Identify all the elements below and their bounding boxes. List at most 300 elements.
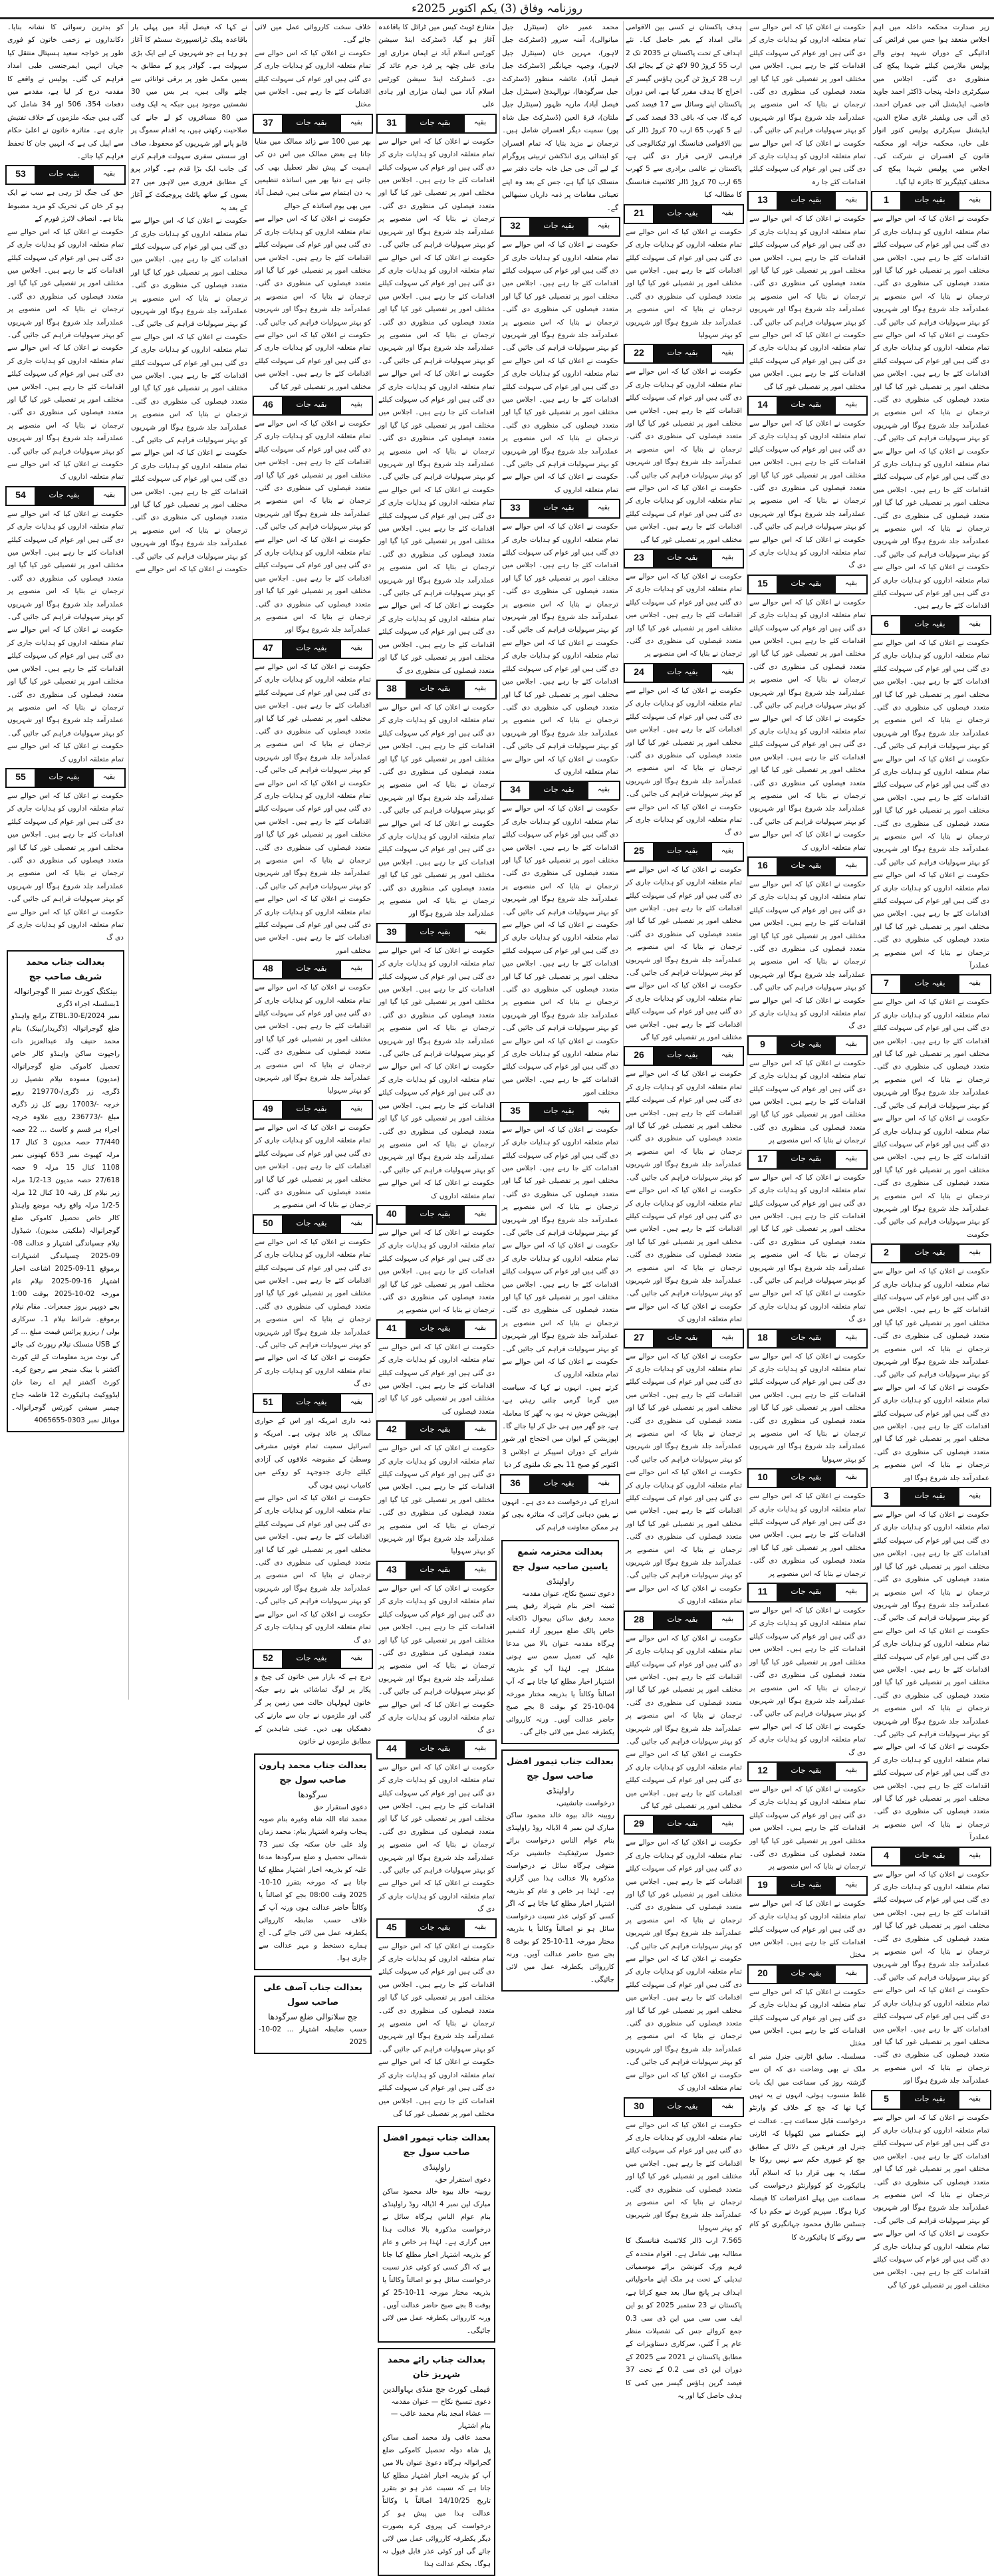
continuation-title: بقیہ جات [791,860,822,870]
continuation-header [5,768,126,788]
continuation-title: بقیہ جات [543,785,574,795]
article-text: محمد عمیر خان (سینٹرل جیل میانوالی)، آمنہ سرور (ڈسٹرکٹ جیل لاہور)، مہرین خان (سینٹرل جیل لاہور)، وجیہہ جہانگیر (ڈسٹرکٹ جیل فیصل آباد)، عائشہ منظور (ڈسٹرکٹ جیل سرگودھا)، نورالہدیٰ (سینٹرل جیل فیصل آباد)، ماریہ ظہور (سینٹرل جیل ملتان)، قرۃ العین (ڈسٹرکٹ جیل شاہ پور) سمیت دیگر افسران شامل ہیں۔ ترجمان نے مزید بتایا کہ تمام افسران کو ابتدائی پری انڈکشن تربیتی پروگرام کے لیے آئی جی جیل خانہ جات دفتر سے منسلک کیا گیا ہے، جس کے بعد وہ اپنے تعیناتی مقامات پر ذمہ داریاں سنبھالیں گے۔ [502,23,618,212]
notice-body: نمبر ZTBL،30-E/2024 برانچ واہنڈو ضلع گوجرانوالہ (ڈگریدار/بینک) بنام محمد حنیف ولد عبدالعزیز ذات راجپوت ساکن واہنڈو کالر خاص تحصیل کاموکی ضلع گوجرانوالہ (مدیون) مسودہ نیلام تفصیل زر ڈگری، زر ڈگری/-219770 روپے خرچہ -/17003 روپے کل زر ڈگری مبلغ -/236773 روپے علاوہ خرچہ اجراء ہر قسم و کاسٹ ... 22 حصہ 77/440 حصہ مدیون 3 کنال 17 مرلہ کھیوٹ نمبر 653 کھتونی نمبر 1108 کنال 15 مرلہ 9 حصہ 27/618 حصہ مدیون 13-1/2 مرلہ زیر نیلام کل رقبہ 10 کنال 12 مرلہ 5-1/2 مرلہ واقع رقبہ موضع واہنڈو کالر خاص تحصیل کاموکی ضلع گوجرانوالہ (ملکیتی مدیون)، شیڈول نیلام چسپاندگی اشتہار و عدالت 08-09-2025 چسپاندگی اشتہارات برموقع 11-09-2025 اشاعت اخبار اشتہار 16-09-2025 نیلام عام مورخہ 02-10-2025 بوقت 1:00 بجے دوپہر بروز جمعرات۔ مقام نیلام برموقع۔ شرائط نیلام 1۔ سرکاری بولی / ریزرو پرائس قیمت مبلغ ... کر کے USB منسلک نیلام رپورٹ کی جائے گی نوٹ مزید معلومات کے لئے کورٹ آکشنر یا بینک منیجر سے رجوع کرے۔ کورٹ آکشنر ایم اے رضا خان ایڈووکیٹ ہائیکورٹ 12 فاطمہ جناح چیمبر سیشن کورٹس گوجرانوالہ۔ موبائل نمبر 0303-4065655 [11,1011,120,1424]
continuation-number: 49 [254,1101,282,1118]
continuation-number: 38 [378,681,406,698]
continuation-header [747,1035,868,1055]
continuation-title: بقیہ جات [49,169,80,179]
continuation-tag: بقیہ [465,1562,495,1579]
continuation-header [871,191,991,211]
article-text: حکومت نے اعلان کیا کہ اس حوالے سے تمام متعلقہ اداروں کو ہدایات جاری کر دی گئی ہیں اور عوام کی سہولت کیلئے اقدامات کئے جا رہے ہیں۔ اجلاس میں مختلف امور پر تفصیلی غور کیا گیا اور متعدد فیصلوں کی منظوری دی گئی۔ ترجمان نے بتایا کہ اس منصوبے پر عملدرآمد جلد شروع ہوگا اور شہریوں کو بہتر سہولیات فراہم کی جائیں گی۔ حکومت نے اعلان کیا کہ اس حوالے سے تمام متعلقہ اداروں کو ہدایات جاری کر دی گ [378,1763,495,1914]
continuation-header [624,663,744,683]
article-text: ہدف پاکستان نے کسی بین الاقوامی مالی امداد کے بغیر حاصل کیا۔ نئے اہداف کے تحت پاکستان نے 2035 تک 2 ارب 55 کروڑ 90 لاکھ ٹن کے بجائے ایک ارب 28 کروڑ ٹن گرین ہاؤس گیسز کے اخراج کا ہدف مقرر کیا ہے، اس دوران پاکستان اپنے وسائل سے 17 فیصد کمی کرے گا، جب کہ باقی 33 فیصد کمی کے لیے 5 کھرب 65 ارب 70 کروڑ ڈالر کی بین الاقوامی فنانسنگ اور ٹیکنالوجی کی فراہمی لازمی قرار دی گئی ہے، پاکستان نے عالمی برادری سے 5 کھرب 65 ارب 70 کروڑ ڈالر کلائمیٹ فنانسنگ کا مطالبہ کیا [626,23,742,199]
continuation-title: بقیہ جات [667,1050,698,1060]
continuation-header [624,842,744,862]
continuation-tag: بقیہ [712,550,743,567]
continuation-tag: بقیہ [712,1816,743,1833]
continuation-tag: بقیہ [94,769,124,787]
continuation-tag: بقیہ [959,616,990,634]
article-text: حکومت نے اعلان کیا کہ اس حوالے سے تمام متعلقہ اداروں کو ہدایات جاری کر دی گئی ہیں اور عوام کی سہولت کیلئے اقدامات کئے جا رہے ہیں۔ اجلاس میں مختل [255,49,371,109]
article-text: حکومت نے اعلان کیا کہ اس حوالے سے تمام متعلقہ اداروں کو ہدایات جاری کر دی گئی ہیں اور عوام کی سہولت کیلئے اقدامات کئے جا رہے ہیں۔ اجلاس میں مختلف امور پر تفصیلی غور کیا گیا اور متعدد فیصلوں کی منظوری دی گئی۔ ترجمان نے بتایا کہ اس منصوبے پر عملدرآمد جلد شروع ہوگا اور شہریوں کو بہتر سہولیات فراہم کی جائیں گی۔ حکومت نے اعلان کیا کہ اس حوالے سے تمام متعلقہ اداروں کو ہدایات جاری کر دی گئی ہیں اور عوام کی سہولت کیلئے اقدامات کئے جا رہے ہیں۔ اجلاس میں مختلف امور پر تفصیلی غور کیا گیا اور متعدد فیصلوں کی منظوری دی گئی۔ ترجمان نے بتایا کہ اس منصوبے پر عملدرآمد جلد شروع ہوگا اور شہریوں کو بہتر سہولیات فراہم کی جائیں گی۔ حکومت نے اعلان کیا کہ اس حوالے سے تمام متعلقہ اداروں کو ہدایات جاری کر دی گئی ہیں اور عوام کی سہولت کیلئے اقدامات کئے جا رہے ہیں۔ اجلاس میں مختلف امور [502,805,618,1097]
notice-sub: دعوی تنسیخ نکاح، عنوان مقدمہ [521,1589,614,1598]
continuation-tag: بقیہ [588,500,619,517]
continuation-header [747,1583,868,1603]
continuation-title: بقیہ جات [420,1922,451,1932]
continuation-tag: بقیہ [836,1151,866,1168]
continuation-tag: بقیہ [836,1037,866,1054]
article-text: حکومت نے اعلان کیا کہ اس حوالے سے تمام متعلقہ اداروں کو ہدایات جاری کر دی گئی ہیں اور عوام کی سہولت کیلئے اقدامات کئے جا رہے ہیں۔ اجلاس میں مختلف امور پر تفصیلی غور کیا گیا اور متعدد فیصلوں کی منظوری دی گئی۔ ترجمان نے بتایا کہ اس منصوبے پر عملدرآمد جلد شروع ہوگا اور شہریوں کو بہتر سہولیات فراہم کی جائیں گی۔ حکومت نے اعلان کیا کہ اس حوالے سے تمام متعلقہ اداروں کو ہدایات جاری کر دی گئی ہیں اور عوام کی سہولت کیلئے اقدامات کئے جا رہے ہیں۔ اجلاس میں مختلف امور پر تفصیلی غور کیا گیا اور متعدد فیصلوں کی منظوری دی گئی۔ ترجمان نے بتایا کہ اس منصوبے پر عملدرآمد جلد شروع ہوگا اور [378,703,495,918]
article-text: حکومت نے اعلان کیا کہ اس حوالے سے تمام متعلقہ اداروں کو ہدایات جاری کر دی گئی ہیں اور عوام کی سہولت کیلئے اقدامات کئے جا رہے ہیں۔ اجلاس میں مختلف امور پر تفصیلی غور کیا گیا اور متعدد فیصلوں کی منظوری دی گئی۔ ترجمان نے بتایا کہ اس منصوبے پر عملدرآمد جلد شروع ہوگا اور شہریوں کو بہتر سہولیات فراہم کی جائیں گی۔ حکومت نے اعلان کیا کہ اس حوالے سے تمام متعلقہ اداروں کو ہدایات جاری کر دی گئی ہیں اور عوام کی سہولت کیلئے اقدامات کئے جا رہے ہیں۔ اجلاس میں مختلف امور پر تفصیلی غور کیا گیا اور متعدد فیصلوں کی منظوری دی گئی۔ ترجمان نے بتایا کہ اس منصوبے پر عملدرآمد جلد شروع ہوگا اور [255,419,371,634]
continuation-tag: بقیہ [836,1584,866,1601]
continuation-tag: بقیہ [959,1245,990,1262]
continuation-title: بقیہ جات [791,1472,822,1482]
notice-body: ثمینہ اختر بنام شہزاد رفیق پسر محمد رفیق ساکن بیجوال ڈاکخانہ خاص پالک ضلع میرپور آزاد کشمیر ہرگاہ مقدمہ عنوان بالا میں مدعا علیہ کی تعمیل سمن سے ہونی مشکل ہے۔ لہٰذا آپ کو بذریعہ اشتہار اخبار مطلع کیا جاتا ہے کہ آپ اصالتاً وکالتاً یا بذریعہ مختار مورخہ 04-10-25 کو بوقت 8 بجے صبح حاضر عدالت آویں۔ ورنہ کارروائی یکطرفہ عمل میں لائی جائے گی۔ [506,1601,614,1736]
continuation-number: 44 [378,1741,406,1758]
continuation-header [500,781,620,801]
continuation-tag: بقیہ [712,843,743,860]
continuation-tag: بقیہ [588,218,619,235]
continuation-number: 37 [254,115,282,132]
column-4 [499,21,620,1984]
continuation-number: 17 [749,1151,777,1168]
continuation-tag: بقیہ [836,1966,866,1983]
continuation-header [5,486,126,506]
continuation-tag: بقیہ [959,2091,990,2109]
continuation-title: بقیہ جات [791,195,822,205]
article-text: متنازع ٹویٹ کیس میں ٹرائل کا باقاعدہ آغاز ہو گیا، ڈسٹرکٹ اینڈ سیشن کورٹس اسلام آباد نے ایمان مزاری اور ہادی علی چٹھہ پر فرد جرم عائد کر دی۔ ڈسٹرکٹ اینڈ سیشن کورٹس اسلام آباد میں ایمان مزاری اور ہادی علی [378,23,495,109]
continuation-header [500,217,620,237]
continuation-title: بقیہ جات [296,1218,327,1227]
continuation-number: 48 [254,961,282,978]
notice-body: روبینہ خالد بیوہ خالد محمود ساکن مبارک لین نمبر 4 اڈیالہ روڈ راولپنڈی بنام عوام الناس ہرگاہ سائل نے درخواست مذکورہ بالا عدالت ہذا میں گزاری ہے۔ لہٰذا ہر خاص و عام کو بذریعہ اشتہار اخبار مطلع کیا جاتا ہے کہ اگر کسی کو کوئی عذر نسبت درخواست سائل ہو تو اصالتاً وکالتاً یا بذریعہ مختار مورخہ 11-10-25 کو بوقت 8 بجے صبح حاضر عدالت آویں۔ ورنہ کارروائی یکطرفہ عمل میں لائی جائیگی۔ [382,2188,491,2335]
continuation-number: 6 [872,616,900,634]
notice-court: بعدالت جناب محمد شریف صاحب جج [26,957,105,982]
continuation-tag: بقیہ [465,1321,495,1338]
article-text: حکومت نے اعلان کیا کہ اس حوالے سے تمام متعلقہ اداروں کو ہدایات جاری کر دی گئی ہیں اور عوام کی سہولت کیلئے اقدامات کئے جا رہے ہیں۔ اجلاس میں مختلف امور پر تفصیلی غور کیا گیا اور متعدد فیصلوں کی منظوری دی گئی۔ ترجمان نے بتایا کہ اس منصوبے پر عملدرآمد جلد شروع ہوگا اور شہریوں کو بہتر سہولیات فراہم کی جائیں گی۔ حکومت نے اعلان کیا کہ اس حوالے سے تمام متعلقہ اداروں کو ہدایات جاری کر دی گئی ہیں اور عوام کی سہولت کیلئے اقدامات کئے جا رہے ہیں۔ اجلاس میں مختلف امور پر تفصیلی غور کیا گیا اور متعدد فیصلوں کی منظوری دی گئی۔ ترجمان نے بتایا کہ اس منصوبے پر عملدرآمد جلد شروع ہوگا اور شہریوں کو بہتر سہولیات فراہم کی جائیں گی۔ حکومت نے اعلان کیا کہ اس حوالے سے تمام متعلقہ اداروں ک [626,1839,742,2093]
continuation-number: 22 [625,345,653,362]
continuation-number: 2 [872,1245,900,1262]
continuation-title: بقیہ جات [543,221,574,231]
continuation-tag: بقیہ [465,1422,495,1439]
continuation-title: بقیہ جات [914,1491,945,1501]
article-text: حکومت نے اعلان کیا کہ اس حوالے سے تمام متعلقہ اداروں کو ہدایات جاری کر دی گئی ہیں اور عوام کی سہولت کیلئے اقدامات کئے جا رہے ہیں۔ اجلاس میں مختلف امور پر تفصیلی غور کیا گیا اور متعدد فیصلوں کی منظوری دی گئی۔ ترجمان نے بتایا کہ اس منصوبے پر عملدرآمد جلد شروع ہوگا اور شہریوں کو بہتر سہولیات فراہم کی جائیں گی۔ حکومت نے اعلان کیا کہ اس حوالے سے تمام متعلقہ اداروں کو ہدایات جاری کر دی گ [255,1494,371,1644]
continuation-number: 47 [254,640,282,658]
notice-court: بعدالت جناب تیمور افضل صاحب سول جج [383,2133,490,2158]
article-text: حکومت نے اعلان کیا کہ اس حوالے سے تمام متعلقہ اداروں کو ہدایات جاری کر دی گئی ہیں اور عوام کی سہولت کیلئے اقدامات کئے جا رہے ہیں۔ اجلاس میں مختلف امور پر تفصیلی غور کیا گیا اور متعدد فیصلوں کی منظوری دی گئی۔ ترجمان نے بتایا کہ اس منصوبے پر عملدرآمد جلد شروع ہوگا اور شہریوں کو بہتر سہولیات فراہم کی جائیں گی۔ حکومت نے اعلان کیا کہ اس حوالے سے تمام متعلقہ اداروں کو ہدایات جاری کر دی گئی ہیں اور عوام کی سہولت کیلئے اقدامات کئے جا رہے ہیں۔ اجلاس میں مختلف امور پر تفصیلی غور کیا گیا اور متعدد فیصلوں کی منظوری دی گئی۔ ترجمان نے بتایا کہ اس منصوبے پر عملدرآمد جلد شروع ہوگا اور شہریوں کو بہتر سہولیات فراہم کی جائیں گی۔ حکومت نے اعلان کیا کہ اس حوالے سے تمام متعلقہ اداروں ک [7,509,124,763]
continuation-tag: بقیہ [712,664,743,682]
article-text: حکومت نے اعلان کیا کہ اس حوالے سے تمام متعلقہ اداروں کو ہدایات جاری کر دی گئی ہیں اور عوام کی سہولت کیلئے اقدامات کئے جا رہے ہیں۔ اجلاس میں مختلف امور پر تفصیلی غور کیا گیا اور متعدد فیصلوں کی منظوری دی گئی۔ ترجمان نے بتایا کہ اس منصوبے پر عملدرآمد جلد شروع ہوگا اور شہریوں کو بہتر سہولیات فراہم کی جائیں گی۔ حکومت نے اعلان کیا کہ اس حوالے سے تمام متعلقہ اداروں کو ہدایات جاری کر دی گ [255,1237,371,1388]
article-text: ذمہ داری امریکہ اور اس کے حواری ممالک پر عائد ہوتی ہے۔ امریکہ و اسرائیل سمیت تمام قوتیں مشرقی وسطیٰ کے مقبوضہ علاقوں کی آزادی کیلئے جاری جدوجہد کو روکنے میں کامیاب نہیں ہوں گی [255,1416,371,1489]
continuation-header [253,960,373,979]
article-text: حکومت نے اعلان کیا کہ اس حوالے سے تمام متعلقہ اداروں کو ہدایات جاری کر دی گئی ہیں اور عوام کی سہولت کیلئے اقدامات کئے جا رہے ہیں۔ اجلاس میں مختلف امور پر تفصیلی غور کیا گیا اور متعدد فیصلوں کی منظوری دی گئی۔ ترجمان نے بتایا کہ اس منصوبے پر عملدرآمد جلد شروع ہوگا اور شہریوں کو بہتر سہولیات فراہم کی جائیں گی۔ حکومت نے اعلان کیا کہ اس حوالے سے تمام متعلقہ اداروں کو ہدایات جاری کر دی گئی ہیں اور عوام کی سہولت کیلئے اقدامات کئے جا رہ [749,23,866,186]
continuation-header [376,1918,497,1938]
continuation-title: بقیہ جات [296,399,327,409]
continuation-title: بقیہ جات [667,553,698,563]
continuation-title: بقیہ جات [914,978,945,988]
continuation-tag: بقیہ [712,345,743,362]
continuation-header [624,1815,744,1835]
article-text: حکومت نے اعلان کیا کہ اس حوالے سے تمام متعلقہ اداروں کو ہدایات جاری کر دی گئی ہیں اور عوام کی سہولت کیلئے اقدامات کئے جا رہے ہیں۔ اجلاس میں مختلف امور پر تفصیلی غور کیا گیا اور متعدد فیصلوں کی منظوری دی گئی۔ ترجمان نے بتایا کہ اس منصوبے پر عملدرآمد جلد شروع ہوگا اور شہریوں کو بہتر سہولیات فراہم کی جائیں گی۔ حکومت نے اعلان کیا کہ اس حوالے سے تمام متعلقہ اداروں کو ہدایات جاری کر دی گ [749,1607,866,1757]
continuation-tag: بقیہ [836,192,866,209]
continuation-title: بقیہ جات [791,1153,822,1163]
continuation-tag: بقیہ [341,397,372,414]
continuation-number: 36 [501,1476,529,1493]
continuation-number: 33 [501,500,529,517]
article-text: نے کہا کہ فیصل آباد میں پہلی بار باقاعدہ پبلک ٹرانسپورٹ سسٹم کا آغاز ہو رہا ہے جو شہریوں کے لیے ایک بڑی سہولت ہے۔ گوادر پرو کے مطابق یہ بسیں مکمل طور پر برقی توانائی سے چلنے والی ہیں، ہر بس میں 30 نشستیں موجود ہیں جبکہ یہ ایک وقت میں 80 مسافروں کو لے جانے کی صلاحیت رکھتی ہیں، یہ اقدام سموگ پر قابو پانے اور شہریوں کو محفوظ، صاف اور سستی سفری سہولت فراہم کرنے کی جانب ایک بڑا قدم ہے۔ گوادر پرو کے مطابق فروری میں لاہور میں 27 بسوں کے ساتھ پائلٹ پروجیکٹ کے آغاز کے بعد یہ [131,23,247,212]
continuation-title: بقیہ جات [667,1332,698,1342]
continuation-header [747,856,868,876]
continuation-title: بقیہ جات [296,1652,327,1662]
masthead [0,0,994,19]
article-text: حکومت نے اعلان کیا کہ اس حوالے سے تمام متعلقہ اداروں کو ہدایات جاری کر دی گئی ہیں اور عوام کی سہولت کیلئے اقدامات کئے جا رہے ہیں۔ اجلاس میں مختلف امور پر تفصیلی غور کیا گیا اور متعدد فیصلوں کی منظوری دی گئی۔ ترجمان نے بتایا کہ اس منصوبے پر عملدرآمد جلد شروع ہوگا اور شہریوں کو بہتر سہولیات فراہم کی جائیں گی۔ حکومت نے اعلان کیا کہ اس حوالے سے تمام متعلقہ اداروں کو ہدایات جاری کر دی گئی ہیں اور عوام کی سہولت کیلئے اقدامات کئے جا رہے ہیں۔ اجلاس میں مختلف امور پر تفصیلی غور کیا گیا اور متعدد فیصلوں کی منظوری دی گئی۔ ترجمان نے بتایا کہ اس منصوبے پر عملدرآمد جلد شروع ہوگا اور شہریوں کو بہتر سہولیات فراہم کی جائیں گی۔ حکومت نے اعلان کیا کہ اس حوالے سے تمام متعلقہ اداروں ک [7,227,124,481]
continuation-title: بقیہ جات [791,578,822,588]
continuation-tag: بقیہ [341,1216,372,1233]
continuation-title: بقیہ جات [667,666,698,676]
continuation-tag: بقیہ [836,576,866,593]
continuation-number: 16 [749,858,777,875]
continuation-title: بقیہ جات [420,1564,451,1574]
continuation-number: 23 [625,550,653,567]
notice-sub: درخواست جانشینی، [556,1799,614,1807]
continuation-tag: بقیہ [588,782,619,799]
continuation-title: بقیہ جات [791,399,822,409]
notice-place: راولپنڈی [422,2162,451,2172]
article-text: حکومت نے اعلان کیا کہ اس حوالے سے تمام متعلقہ اداروں کو ہدایات جاری کر دی گئی ہیں اور عوام کی سہولت کیلئے اقدامات کئے جا رہے ہیں۔ اجلاس میں مختلف امور پر تفصیلی غور کیا گیا اور متعدد فیصلوں کی منظوری دی گئی۔ ترجمان نے بتایا کہ اس منصوبے پر عملدرآمد جلد شروع ہوگا اور شہریوں کو بہتر سہولیات فراہم کی جائیں گی۔ حکومت نے اعلان کیا کہ اس حوالے سے تمام متعلقہ اداروں کو ہدایات جاری کر دی گئی ہیں اور عوام کی سہولت کیلئے اقدامات کئے جا رہے ہیں۔ اجلاس میں مختلف امور پر تفصیلی غور کیا گی [626,1634,742,1810]
continuation-header [624,1329,744,1349]
continuation-header [747,1150,868,1170]
continuation-number: 27 [625,1330,653,1347]
article-text: حکومت نے اعلان کیا کہ اس حوالے سے تمام متعلقہ اداروں کو ہدایات جاری کر دی گئی ہیں اور عوام کی سہولت کیلئے اقدامات کئے جا رہے ہیں۔ اجلاس میں مختلف امور پر تفصیلی غور کیا گیا اور متعدد فیصلوں کی منظوری دی گئی۔ ترجمان نے بتایا کہ اس منصوبے پر عملدرآمد جلد شروع ہوگا اور شہریوں کو بہتر سہولیات فراہم کی جائیں گی۔ حکومت نے اعلان کیا کہ اس حوالے سے تمام متعلقہ اداروں کو ہدایات جاری کر دی گئی ہیں اور عوام کی سہولت کیلئے اقدامات کئے جا رہے ہیں۔ اجلاس میں مختلف امور پر تفصیلی غور کیا گیا اور متعدد فیصلوں کی منظوری دی گئی۔ ترجمان نے بتایا کہ اس منصوبے پر عملدرآمد جلد شروع ہوگا اور شہریوں کو بہتر سہولیات فراہم کی جائیں گی۔ حکومت نے اعلان کیا کہ اس حوالے سے تمام متعلقہ اداروں ک [626,1352,742,1606]
continuation-header [253,1393,373,1413]
article-text: حکومت نے اعلان کیا کہ اس حوالے سے تمام متعلقہ اداروں کو ہدایات جاری کر دی گئی ہیں اور عوام کی سہولت کیلئے اقدامات کئے جا رہے ہیں۔ اجلاس میں مختلف امور پر تفصیلی غور کیا گیا اور متعدد فیصلوں کی منظوری دی گئی۔ ترجمان نے بتایا کہ اس منصوبے پر عملدرآمد جلد شروع ہوگا اور شہریوں کو بہتر سہولیات فراہم کی جائیں گی۔ حکومت نے اعلان کیا کہ اس حوالے سے تمام متعلقہ اداروں کو ہدایات جاری کر دی گئی ہیں اور عوام کی سہولت کیلئے اقدامات کئے جا رہے ہیں۔ اجلاس میں مختلف امور پر تفصیلی غور کیا گی [378,1942,495,2118]
continuation-header [871,2090,991,2110]
continuation-tag: بقیہ [836,397,866,414]
continuation-header [253,639,373,659]
continuation-number: 24 [625,664,653,682]
column-7 [128,21,249,1700]
court-notice [254,1753,372,1970]
article-text: اندراج کی درخواست دے دی ہے۔ انہوں نے یقین دہانی کرائی کہ متاثرہ بچی کو ہر ممکن معاونت فراہم کی [502,1497,618,1532]
continuation-header [747,1468,868,1488]
continuation-title: بقیہ جات [420,1743,451,1753]
continuation-title: بقیہ جات [543,503,574,513]
article-text: حکومت نے اعلان کیا کہ اس حوالے سے تمام متعلقہ اداروں کو ہدایات جاری کر دی گئی ہیں اور عوام کی سہولت کیلئے اقدامات کئے جا رہے ہیں۔ اجلاس میں مختلف امور پر تفصیلی غور کیا گیا اور متعدد فیصلوں کی منظوری دی گئی۔ ترجمان نے بتایا کہ اس منصوبے پر عملدرآمد جلد شروع ہوگا اور شہریوں کو بہتر سہولیات فراہم کی جائیں گی۔ حکومت نے اعلان کیا کہ اس حوالے سے تمام متعلقہ اداروں کو ہدایات جاری کر دی گئی ہیں اور عوام کی سہولت کیلئے اقدامات کئے جا رہے ہیں۔ اجلاس میں مختلف امور پر تفصیلی غور کیا گیا اور متعدد فیصلوں کی منظوری دی گئی۔ ترجمان نے بتایا کہ اس منصوبے پر عملدرآمد جلد شروع ہوگا اور شہریوں کو بہتر سہولیات فراہم کی جائیں گی۔ حکومت نے اعلان کیا کہ اس حوالے سے تمام متعلقہ اداروں کو ہدایات جاری کر دی گئی ہیں اور عوام کی سہولت کیلئے اقدامات کئے جا رہے ہیں۔ اجلاس میں مختلف امور پر تفصیلی غور کیا گیا اور متعدد فیصلوں کی منظوری دی گئی۔ ترجمان نے بتایا کہ اس منصوبے پر عملدرآمد جلد شروع ہوگا اور شہریوں کو بہتر سہولیات فراہم کی جائیں گی۔ حکومت نے اعلان کیا کہ اس حوالے سے تمام متعلقہ اداروں کو ہدایات جاری کر دی گئی ہیں اور عوام کی سہولت کیلئے اقدامات کئے جا رہے ہیں۔ [873,215,989,610]
continuation-number: 18 [749,1330,777,1347]
continuation-header [624,344,744,364]
continuation-number: 45 [378,1920,406,1937]
continuation-tag: بقیہ [712,205,743,223]
continuation-header [871,974,991,994]
article-text: حکومت نے اعلان کیا کہ اس حوالے سے تمام متعلقہ اداروں کو ہدایات جاری کر دی گئی ہیں اور عوام کی سہولت کیلئے اقدامات کئے جا رہے ہیں۔ اجلاس میں مختلف امور پر تفصیلی غور کیا گیا اور متعدد فیصلوں کی منظوری دی گئی۔ ترجمان نے بتایا کہ اس منصوبے پر عملدرآمد جلد شروع ہوگا اور شہریوں کو بہتر سہولیات فراہم کی جائیں گی۔ حکومت نے اعلان کیا کہ اس حوالے سے تمام متعلقہ اداروں کو ہدایات جاری کر دی گئی ہیں اور عوام کی سہولت کیلئے اقدامات کئے جا رہے ہیں۔ اجلاس میں مختلف امور پر تفصیلی غور کیا گی [255,215,371,391]
continuation-title: بقیہ جات [296,117,327,127]
continuation-title: بقیہ جات [667,2101,698,2111]
continuation-tag: بقیہ [341,1650,372,1668]
newspaper-page [3,21,991,2569]
notice-place: فیملی کورٹ جج منڈی بہاوالدین [382,2384,491,2394]
article-text: حکومت نے اعلان کیا کہ اس حوالے سے تمام متعلقہ اداروں کو ہدایات جاری کر دی گئی ہیں اور عوام کی سہولت کیلئے اقدامات کئے جا رہے ہیں۔ اجلاس میں مختلف امور پر تفصیلی غور کیا گیا اور متعدد فیصلوں کی منظوری دی گئی۔ ترجمان نے بتایا کہ اس منصوبے پر عملدرآمد جلد شروع ہوگا اور شہریوں کو بہتر سہولیات فراہم کی جائیں گی۔ حکومت نے اعلان کیا کہ اس حوالے سے تمام متعلقہ اداروں کو ہدایات جاری کر دی گئی ہیں اور عوام کی سہولت کیلئے اقدامات کئے جا رہے ہیں۔ اجلاس میں مختلف امور پر تفصیلی غور کیا گیا اور متعدد فیصلوں کی منظوری دی گئی۔ ترجمان نے بتایا کہ اس منصوبے پر عملدرآمد جلد شروع ہوگا اور شہریوں کو بہتر سہولیات فراہم کی جائیں گی۔ حکومت [873,998,989,1239]
continuation-tag: بقیہ [465,924,495,942]
article-text: حکومت نے اعلان کیا کہ اس حوالے سے تمام متعلقہ اداروں کو ہدایات جاری کر دی گئی ہیں اور عوام کی سہولت کیلئے اقدامات کئے جا رہے ہیں۔ اجلاس میں مختلف امور پر تفصیلی غور کیا گیا اور متعدد فیصلوں کی منظوری دی گئی۔ ترجمان نے بتایا کہ اس منصوبے پر [749,1059,866,1145]
continuation-title: بقیہ جات [296,1396,327,1406]
continuation-number: 7 [872,975,900,993]
column-2 [747,21,868,2242]
continuation-tag: بقیہ [341,1394,372,1412]
continuation-title: بقیہ جات [791,1968,822,1978]
article-text: خلاف سخت کارروائی عمل میں لائی جائے گی۔ [255,23,371,45]
continuation-number: 21 [625,205,653,223]
masthead-title: روزنامہ وفاق (3) یکم اکتوبر 2025ء [412,2,582,15]
continuation-header [376,1319,497,1339]
notice-body: روبینہ خالد بیوہ خالد محمود ساکن مبارک لین نمبر 4 اڈیالہ روڈ راولپنڈی بنام عوام الناس درخواست برائے حصول سرٹیفکیٹ جانشینی ترکہ متوفی ہرگاہ سائل نے درخواست مذکورہ بالا عدالت ہذا میں گزاری ہے۔ لہٰذا ہر خاص و عام کو بذریعہ اشتہار اخبار مطلع کیا جاتا ہے کہ اگر کسی کو کوئی عذر نسبت درخواست سائل ہو تو اصالتاً وکالتاً یا بذریعہ مختار مورخہ 11-10-25 کو بوقت 8 بجے صبح حاضر عدالت آویں۔ ورنہ کارروائی یکطرفہ عمل میں لائی جائیگی۔ [506,1811,615,1984]
notice-place: بینکنگ کورٹ نمبر II گوجرانوالہ [13,986,118,996]
continuation-header [376,680,497,700]
article-text: حکومت نے اعلان کیا کہ اس حوالے سے تمام متعلقہ اداروں کو ہدایات جاری کر دی گئی ہیں اور عوام کی سہولت کیلئے اقدامات کئے جا رہے ہیں۔ اجلاس میں مختلف امور پر تفصیلی غور کیا گیا اور متعدد فیصلوں کی منظوری دی گئی۔ ترجمان نے بتایا کہ اس منصوبے پر عملدرآمد جلد شروع ہوگا اور شہریوں کو بہتر سہولیا [255,983,371,1095]
continuation-title: بقیہ جات [914,195,945,205]
continuation-header [624,2097,744,2117]
continuation-number: 19 [749,1877,777,1894]
continuation-number: 30 [625,2099,653,2116]
notice-sub: 1بسلسلہ اجراء ڈگری [57,999,120,1008]
notice-body: محمد ثناء اللہ شاہ وغیرہ بنام صوبہ پنجاب وغیرہ اشتہار بنام: محمد زمان ولد علی خان سکنہ چک نمبر 73 شمالی تحصیل و ضلع سرگودھا مدعا علیہ کو بذریعہ اخبار اشتہار مطلع کیا جاتا ہے کہ مورخہ بتقرر 10-10-2025 وقت 08:00 بجے کو اصالتاً یا وکالتاً حاضر عدالت ہوں ورنہ آپ کے خلاف حسب ضابطہ کارروائی یکطرفہ عمل میں لائی جائے گی۔ آج ہمارے دستخط و مہر عدالت سے جاری ہوا۔ [259,1815,367,1963]
continuation-header [376,1739,497,1759]
notice-sub: دعوی استقرار حق [313,1803,367,1812]
continuation-header [624,549,744,569]
article-text: حکومت نے اعلان کیا کہ اس حوالے سے تمام متعلقہ اداروں کو ہدایات جاری کر دی گئی ہیں اور عوام کی سہولت کیلئے اقدامات کئے جا رہے ہیں۔ اجلاس میں مختلف امور پر تفصیلی غور کیا گیا اور متعدد فیصلوں کی منظوری دی گئی۔ ترجمان نے بتایا کہ اس منصوبے پر عملدرآمد جلد شروع ہوگا اور شہریوں کو بہتر سہولیا [626,227,742,339]
continuation-tag: بقیہ [712,1330,743,1347]
court-notice [501,1749,619,1992]
continuation-number: 14 [749,397,777,414]
continuation-title: بقیہ جات [49,489,80,499]
article-text: حکومت نے اعلان کیا کہ اس حوالے سے تمام متعلقہ اداروں کو ہدایات جاری کر دی گئی ہیں اور عوام کی سہولت کیلئے اقدامات کئے جا رہے ہیں۔ اجلاس میں مختلف امور پر تفصیلی غور کیا گیا اور متعدد فیصلوں کی منظوری دی گئی۔ ترجمان نے بتایا کہ اس منصوبے پر عملدرآمد جلد شروع ہوگا اور شہریوں کو بہتر سہولیات فراہم کی جائیں گی۔ حکومت نے اعلان کیا کہ اس حوالے سے تمام متعلقہ اداروں کو ہدایات جاری کر دی گئی ہیں اور عوام کی سہولت کیلئے اقدامات کئے جا رہے ہیں۔ اجلاس میں مختلف امور پر تفصیلی غور کیا گیا اور متعدد فیصلوں کی منظوری دی گئی۔ ترجمان نے بتایا کہ اس منصوبے پر عملدرآمد جلد شروع ہوگا اور شہریوں کو بہتر سہولیات فراہم کی جائیں گی۔ حکومت نے اعلان کیا کہ اس حوالے سے تمام متعلقہ اداروں کو ہدایات جاری کر دی گئی ہیں اور عوام کی سہولت کیلئے اقدامات کئے جا رہے ہیں۔ اجلاس میں مختلف امور پر تفصیلی غور کیا گیا اور متعدد فیصلوں کی منظوری دی گئی۔ ترجمان نے بتایا کہ اس منصوبے پر عملدرآ [873,1511,989,1842]
continuation-number: 50 [254,1216,282,1233]
article-text: حکومت نے اعلان کیا کہ اس حوالے سے تمام متعلقہ اداروں کو ہدایات جاری کر دی گئی ہیں اور عوام کی سہولت کیلئے اقدامات کئے جا رہے ہیں۔ اجلاس میں مختلف امور پر تفصیلی غور کیا گیا اور متعدد فیصلوں کی منظوری دی گئی۔ ترجمان نے بتایا کہ اس منصوبے پر عملدرآمد جلد شروع ہوگا اور شہریوں کو بہتر سہولیات فراہم کی جائیں گی۔ حکومت نے اعلان کیا کہ اس حوالے سے تمام متعلقہ اداروں کو ہدایات جاری کر دی گئی ہیں اور عوام کی سہولت کیلئے اقدامات کئے جا رہے ہیں۔ اجلاس میں مختلف امور پر تفصیلی غور کیا گیا اور متعدد فیصلوں کی منظوری دی گئی۔ ترجمان نے بتایا کہ اس منصوبے پر عملدرآمد جلد شروع ہوگا اور شہریوں کو بہتر سہولیات فراہم کی جائیں گی۔ حکومت نے اعلان کیا کہ اس حوالے سے تمام متعلقہ اداروں کو ہدایات جاری کر دی گئی ہیں اور عوام کی سہولت کیلئے اقدامات کئے جا رہے ہیں۔ اجلاس میں مختلف امور پر تفصیلی غور کیا گیا اور متعدد فیصلوں کی منظوری دی گئی۔ ترجمان نے بتایا کہ اس منصوبے پر عملدرآ [873,638,989,970]
continuation-number: 46 [254,397,282,414]
continuation-header [624,1610,744,1630]
continuation-number: 25 [625,843,653,860]
continuation-title: بقیہ جات [420,117,451,127]
continuation-title: بقیہ جات [791,1879,822,1889]
continuation-header [747,575,868,594]
article-text: 7.565 ارب ڈالر کلائمیٹ فنانسنگ کا مطالبہ بھی شامل ہے۔ اقوام متحدہ کے فریم ورک کنونشن برائے موسمیاتی تبدیلی کے تحت ہر ملک اپنے ماحولیاتی اہداف ہر پانچ سال بعد جمع کراتا ہے، پاکستان نے 23 ستمبر 2025 کو یو این ایف سی سی میں این ڈی سی 0.3 جمع کروائے جس کی تفصیلات منظر عام پر آ گئیں، سرکاری دستاویزات کے مطابق پاکستان نے 2021 سے 2025 کے دوران این ڈی سی 0.2 کے تحت 37 فیصد گرین ہاؤس گیسز میں کمی کا ہدف حاصل کیا اور یہ [626,2237,743,2400]
continuation-title: بقیہ جات [296,642,327,652]
court-notice [378,2348,495,2576]
court-notice [254,1976,372,2054]
continuation-tag: بقیہ [959,1848,990,1865]
continuation-tag: بقیہ [341,115,372,132]
continuation-title: بقیہ جات [791,1587,822,1597]
article-text: حکومت نے اعلان کیا کہ اس حوالے سے تمام متعلقہ اداروں کو ہدایات جاری کر دی گئی ہیں اور عوام کی سہولت کیلئے اقدامات کئے جا رہے ہیں۔ اجلاس میں مختلف امور پر تفصیلی غور کیا گیا اور متعدد فیصلوں کی منظوری دی گئی۔ ترجمان نے بتایا کہ اس منصوبے پر عملدرآمد جلد شروع ہوگا اور شہریوں کو بہتر سہولیا [378,1444,495,1556]
continuation-header [500,1102,620,1122]
article-text: حکومت نے اعلان کیا کہ اس حوالے سے تمام متعلقہ اداروں کو ہدایات جاری کر دی گئی ہیں اور عوام کی سہولت کیلئے اقدامات کئے جا رہے ہیں۔ اجلاس میں مختلف امور پر تفصیلی غور کیا گیا اور متعدد فیصلوں کی منظوری دی گئی۔ ترجمان نے بتایا کہ اس منصوبے پر عملدرآمد جلد شروع ہوگا اور شہریوں کو بہتر سہولیات فراہم کی جائیں گی۔ حکومت نے اعلان کیا کہ اس حوالے سے تمام متعلقہ اداروں کو ہدایات جاری کر دی گ [626,686,742,837]
continuation-title: بقیہ جات [296,1103,327,1113]
article-text: حکومت نے اعلان کیا کہ اس حوالے سے تمام متعلقہ اداروں کو ہدایات جاری کر دی گئی ہیں اور عوام کی سہولت کیلئے اقدامات کئے جا رہے ہیں۔ اجلاس میں مختلف امور پر تفصیلی غور کیا گیا اور متعدد فیصلوں کی منظوری دی گئی۔ ترجمان نے بتایا کہ اس منصوبے پر عملدرآمد جلد شروع ہوگا اور شہریوں کو بہتر سہولیات فراہم کی جائیں گی۔ حکومت نے اعلان کیا کہ اس حوالے سے تمام متعلقہ اداروں کو ہدایات جاری کر دی گئی ہیں اور عوام کی سہولت کیلئے اقدامات کئے جا رہے ہیں۔ اجلاس میں مختلف امور پر تفصیلی غور کیا گی [626,368,742,544]
article-text: حکومت نے اعلان کیا کہ اس حوالے سے تمام متعلقہ اداروں کو ہدایات جاری کر دی گئی ہیں اور عوام کی سہولت کیلئے اقدامات کئے جا رہے ہیں۔ اجلاس میں مختلف امور پر تفصیلی غور کیا گیا اور متعدد فیصلوں کی منظوری دی گئی۔ ترجمان نے بتایا کہ اس منصوبے پر عملدرآمد جلد شروع ہوگا اور شہریوں کو بہتر سہولیات فراہم کی جائیں گی۔ حکومت نے اعلان کیا کہ اس حوالے سے تمام متعلقہ اداروں کو ہدایات جاری کر دی گئی ہیں اور عوام کی سہولت کیلئے اقدامات کئے جا رہے ہیں۔ اجلاس میں مختلف امور پر تفصیلی غور کیا گیا اور متعدد فیصلوں کی منظوری دی گئی۔ ترجمان نے بتایا کہ اس منصوبے پر عملدرآمد جلد شروع ہوگا اور شہریوں کو بہتر سہولیات فراہم کی جائیں گی۔ حکومت نے اعلان کیا کہ اس حوالے سے تمام متعلقہ اداروں ک [502,1125,618,1379]
continuation-title: بقیہ جات [914,618,945,628]
continuation-number: 11 [749,1584,777,1601]
article-text: حکومت نے اعلان کیا کہ اس حوالے سے تمام متعلقہ اداروں کو ہدایات جاری کر دی گئی ہیں اور عوام کی سہولت کیلئے اقدامات کئے جا رہے ہیں۔ اجلاس میں مختلف امور پر تفصیلی غور کیا گیا اور متعدد فیصلوں کی منظوری دی گئی۔ ترجمان نے بتایا کہ اس منصوبے پر عملدرآمد جلد شروع ہوگا اور شہریوں کو بہتر سہولیا [626,2121,742,2232]
continuation-number: 10 [749,1470,777,1487]
continuation-tag: بقیہ [959,1488,990,1505]
court-notice [378,2126,495,2343]
continuation-title: بقیہ جات [420,1424,451,1434]
continuation-header [253,114,373,134]
notice-court: بعدالت جناب محمد ہارون صاحب سول جج [259,1761,367,1786]
continuation-tag: بقیہ [588,1476,619,1493]
continuation-header [871,1847,991,1867]
notice-sub: دعوی استقرار حق، [435,2176,491,2184]
continuation-tag: بقیہ [94,166,124,184]
continuation-header [376,114,497,134]
notice-place: راولپنڈی [546,1785,574,1795]
notice-place: سرگودھا [298,1790,328,1800]
article-text: حکومت نے اعلان کیا کہ اس حوالے سے تمام متعلقہ اداروں کو ہدایات جاری کر دی گئی ہیں اور عوام کی سہولت کیلئے اقدامات کئے جا رہے ہیں۔ اجلاس میں مختلف امور پر تفصیلی غور کیا گیا اور متعدد فیصلوں کی منظوری دی گئی۔ ترجمان نے بتایا کہ اس منصوبے پر عملدرآمد جلد شروع ہوگا اور شہریوں کو بہتر سہولیات فراہم کی جائیں گی۔ حکومت نے اعلان کیا کہ اس حوالے سے تمام متعلقہ اداروں کو ہدایات جاری کر دی گ [7,791,124,942]
continuation-header [253,1214,373,1234]
continuation-number: 26 [625,1047,653,1065]
continuation-header [624,204,744,224]
notice-court: بعدالت جناب آصف علی صاحب سول [263,1983,362,2008]
continuation-header [871,1243,991,1263]
continuation-tag: بقیہ [341,1101,372,1118]
notice-place: راولپنڈی [546,1576,574,1586]
article-text: مسلسلہ۔ سابق اٹارنی جنرل منیر اے ملک نے بھی وضاحت دی کہ ان سے گزشتہ روز کی سماعت میں ایک بات غلط منسوب ہوئی، انہوں نے یہ نہیں کہا تھا کہ جج کے خلاف کو وارنٹو درخواست قابل سماعت ہے۔ عدالت نے اپنے حکمنامے میں لکھوایا کہ اٹارنی جنرل اور فریقین کے دلائل کے مطابق جج کو عبوری حکم سے نہیں روکا جا سکتا، یہ بھی قرار دیا کہ اسلام آباد ہائیکورٹ کو کووارنٹو درخواست کی سماعت میں پہلے اعتراضات کا فیصلہ کرنا ہوگا۔ سپریم کورٹ نے حکم دیا کہ جسٹس طارق محمود جہانگیری کو کام سے روکنے کا ہائیکورٹ کا [749,2052,866,2242]
continuation-number: 20 [749,1966,777,1983]
continuation-tag: بقیہ [959,975,990,993]
article-text: حکومت نے اعلان کیا کہ اس حوالے سے تمام متعلقہ اداروں کو ہدایات جاری کر دی گئی ہیں اور عوام کی سہولت کیلئے اقدامات کئے جا رہے ہیں۔ اجلاس میں مختلف امور پر تفصیلی غور کیا گیا اور متعدد فیصلوں کی منظوری دی گئی۔ ترجمان نے بتایا کہ اس منصوبے پر عملدرآمد جلد شروع ہوگا اور شہریوں کو بہتر سہولیات فراہم کی جائیں گی۔ حکومت نے اعلان کیا کہ اس حوالے سے تمام متعلقہ اداروں کو ہدایات جاری کر دی گ [378,1584,495,1735]
continuation-number: 51 [254,1394,282,1412]
continuation-header [747,1876,868,1896]
article-text: حکومت نے اعلان کیا کہ اس حوالے سے تمام متعلقہ اداروں کو ہدایات جاری کر دی گئی ہیں اور عوام کی سہولت کیلئے اقدامات کئے جا رہے ہیں۔ اجلاس میں مختلف امور پر تفصیلی غور کیا گیا اور متعدد فیصلوں کی منظوری دی گئی۔ ترجمان نے بتایا کہ اس منصوبے پر عملدرآمد جلد شروع ہوگا اور شہریوں کو بہتر سہولیات فراہم کی جائیں گی۔ حکومت نے اعلان کیا کہ اس حوالے سے تمام متعلقہ اداروں کو ہدایات جاری کر دی گئی ہیں اور عوام کی سہولت کیلئے اقدامات کئے جا رہے ہیں۔ اجلاس میں مختلف امور پر تفصیلی غور کیا گیا اور متعدد فیصلوں کی منظوری دی گئی۔ ترجمان نے بتایا کہ اس منصوبے پر عملدرآمد جلد شروع ہوگا اور شہریوں کو بہتر سہولیات فراہم کی جائیں گی۔ حکومت نے اعلان کیا کہ اس حوالے سے تمام متعلقہ اداروں ک [502,241,618,494]
continuation-title: بقیہ جات [543,1105,574,1115]
continuation-tag: بقیہ [465,1920,495,1937]
continuation-title: بقیہ جات [914,1850,945,1860]
article-text: حکومت نے اعلان کیا کہ اس حوالے سے تمام متعلقہ اداروں کو ہدایات جاری کر دی گئی ہیں اور عوام کی سہولت کیلئے اقدامات کئے جا رہے ہیں۔ اجلاس میں مختلف امور پر تفصیلی غور کیا گیا اور متعدد فیصلوں کی منظوری دی گئی۔ ترجمان نے بتایا کہ اس منصوبے پر عملدرآمد جلد شروع ہوگا اور شہریوں کو بہتر سہولیات فراہم کی جائیں گی۔ حکومت نے اعلان کیا کہ اس حوالے سے تمام متعلقہ اداروں کو ہدایات جاری کر دی گئی ہیں اور عوام کی سہولت کیلئے اقدامات کئے جا رہے ہیں۔ اجلاس میں مختلف امور پر تفصیلی غور کیا گیا اور متعدد فیصلوں کی منظوری دی گئی۔ ترجمان نے بتایا کہ اس منصوبے پر عملدرآمد جلد شروع ہوگا اور شہریوں کو بہتر سہولیات فراہم کی جائیں گی۔ حکومت نے اعلان کیا کہ اس حوالے سے تمام متعلقہ اداروں کو ہدایات جاری کر دی گئی ہیں اور عوام کی سہولت کیلئے اقدامات کئے جا رہے ہیں۔ اجلاس میں مختلف امور پر تفصیلی غور کیا گیا اور متعدد فیصلوں کی منظوری دی گئی۔ ترجمان نے بتایا کہ اس منصوبے پر عملدرآمد جلد شروع ہوگا اور شہریوں کو بہتر سہولیات فراہم کی جائیں گی۔ حکومت نے اعلان کیا کہ اس حوالے سے تمام متعلقہ اداروں کو ہدایات جاری کر دی گئی ہیں اور عوام کی سہولت کیلئے اقدامات کئے جا رہے ہیں۔ اجلاس میں مختلف امور پر تفصیلی غور کیا گیا اور متعدد فیصلوں کی منظوری دی گئی۔ ترجمان نے بتایا کہ اس منصوبے پر عملدرآمد جلد شروع ہوگا اور شہریوں کو بہتر سہولیات فراہم کی جائیں گی۔ حکومت نے اعلان کیا کہ اس حوالے سے تمام متعلقہ اداروں کو ہدایات جاری کر دی گئی ہیں اور عوام کی سہولت کیلئے اقدامات کئے جا رہے ہیں۔ اجلاس میں مختلف امور پر تفصیلی غور کیا گیا اور متعدد فیصلوں کی منظوری دی گ [378,137,495,675]
continuation-number: 39 [378,924,406,942]
continuation-header [253,396,373,416]
continuation-header [376,1420,497,1440]
continuation-title: بقیہ جات [49,771,80,781]
continuation-tag: بقیہ [836,858,866,875]
article-text: حکومت نے اعلان کیا کہ اس حوالے سے تمام متعلقہ اداروں کو ہدایات جاری کر دی گئی ہیں اور عوام کی سہولت کیلئے اقدامات کئے جا رہے ہیں۔ اجلاس میں مختلف امور پر تفصیلی غور کیا گیا اور متعدد فیصلوں کی منظوری دی گئی۔ ترجمان نے بتایا کہ اس منصوبے پر عملدرآمد جلد شروع ہوگا اور شہریوں کو بہتر سہولیات فراہم کی جائیں گی۔ حکومت نے اعلان کیا کہ اس حوالے سے تمام متعلقہ اداروں کو ہدایات جاری کر دی گئی ہیں اور عوام کی سہولت کیلئے اقدامات کئے جا رہے ہیں۔ اجلاس میں مختلف امور پر تفصیلی غور کیا گیا اور متعدد فیصلوں کی منظوری دی گئی۔ ترجمان نے بتایا کہ اس منصوبے پر عملدرآمد جلد شروع ہوگا اور شہریوں کو بہتر سہولیات فراہم کی جائیں گی۔ حکومت نے اعلان کیا کہ اس حوالے سے تمام متعلقہ اداروں ک [626,1070,742,1324]
continuation-header [747,1329,868,1349]
article-text: حکومت نے اعلان کیا کہ اس حوالے سے تمام متعلقہ اداروں کو ہدایات جاری کر دی گئی ہیں اور عوام کی سہولت کیلئے اقدامات کئے جا رہے ہیں۔ اجلاس میں مختلف امور پر تفصیلی غور کیا گیا اور متعدد فیصلوں کی منظوری دی گئی۔ ترجمان نے بتایا کہ اس منصوبے پر عملدرآمد جلد شروع ہوگا اور شہریوں کو بہتر سہولیات فراہم کی جائیں گی۔ حکومت نے اعلان کیا کہ اس حوالے سے تمام متعلقہ اداروں کو ہدایات جاری کر دی گئی ہیں اور عوام کی سہولت کیلئے اقدامات کئے جا رہے ہیں۔ اجلاس میں مختلف امور پر تفصیلی غور کیا گیا اور متعدد فیصلوں کی منظوری دی گئی۔ ترجمان نے بتایا کہ اس منصوبے پر عملدرآمد جلد شروع ہوگا اور [873,1870,989,2085]
continuation-tag: بقیہ [836,1763,866,1780]
continuation-number: 54 [7,487,35,505]
continuation-header [500,1474,620,1494]
continuation-tag: بقیہ [341,961,372,978]
continuation-number: 40 [378,1206,406,1224]
continuation-header [871,1487,991,1507]
continuation-header [376,923,497,943]
continuation-header [871,615,991,635]
article-text: حکومت نے اعلان کیا کہ اس حوالے سے تمام متعلقہ اداروں کو ہدایات جاری کر دی گئی ہیں اور عوام کی سہولت کیلئے اقدامات کئے جا رہے ہیں۔ اجلاس میں مختلف امور پر تفصیلی غور کیا گیا اور متعدد فیصلوں کی [378,1343,495,1416]
article-text: حکومت نے اعلان کیا کہ اس حوالے سے تمام متعلقہ اداروں کو ہدایات جاری کر دی گئی ہیں اور عوام کی سہولت کیلئے اقدامات کئے جا رہے ہیں۔ اجلاس میں مختلف امور پر تفصیلی غور کیا گیا اور متعدد فیصلوں کی منظوری دی گئی۔ ترجمان نے بتایا کہ اس منصوبے پر عملدرآمد جلد شروع ہوگا اور شہریوں کو بہتر سہولیات فراہم کی جائیں گی۔ حکومت نے اعلان کیا کہ اس حوالے سے تمام متعلقہ اداروں کو ہدایات جاری کر دی گئی ہیں اور عوام کی سہولت کیلئے اقدامات کئے جا رہے ہیں۔ اجلاس میں مختلف امور پر تفصیلی غور کیا گیا اور متعدد فیصلوں کی منظوری دی گئی۔ ترجمان نے بتایا کہ اس منصوبے پر عملدرآمد جلد شروع ہوگا اور شہریوں کو بہتر سہولیات فراہم کی جائیں گی۔ حکومت نے اعلان کیا کہ اس حوالے سے تمام متعلقہ اداروں ک [749,598,866,852]
continuation-header [253,1649,373,1669]
article-text: حکومت نے اعلان کیا کہ اس حوالے سے تمام متعلقہ اداروں کو ہدایات جاری کر دی گئی ہیں اور عوام کی سہولت کیلئے اقدامات کئے جا رہے ہیں۔ اجلاس میں مختلف امور پر تفصیلی غور کیا گیا اور متعدد فیصلوں کی منظوری دی گئی۔ ترجمان نے بتایا کہ اس منصوبے پر عملدرآمد جلد شروع ہوگا اور شہریوں کو بہتر سہولیا [749,1352,866,1464]
continuation-tag: بقیہ [836,1877,866,1894]
continuation-number: 4 [872,1848,900,1865]
continuation-tag: بقیہ [465,1206,495,1224]
column-6 [252,21,373,2047]
article-text: حکومت نے اعلان کیا کہ اس حوالے سے تمام متعلقہ اداروں کو ہدایات جاری کر دی گئی ہیں اور عوام کی سہولت کیلئے اقدامات کئے جا رہے ہیں۔ اجلاس میں مختلف امور پر تفصیلی غور کیا گیا اور متعدد فیصلوں کی منظوری دی گئی۔ ترجمان نے بتایا کہ اس منصوبے پر [749,1492,866,1578]
continuation-tag: بقیہ [712,2099,743,2116]
article-text: حکومت نے اعلان کیا کہ اس حوالے سے تمام متعلقہ اداروں کو ہدایات جاری کر دی گئی ہیں اور عوام کی سہولت کیلئے اقدامات کئے جا رہے ہیں۔ اجلاس میں مختلف امور پر تفصیلی غور کیا گیا اور متعدد فیصلوں کی منظوری دی گئی۔ ترجمان نے بتایا کہ اس منصوبے پر عملدرآمد جلد شروع ہوگا اور شہریوں کو بہتر سہولیات فراہم کی جائیں گی۔ حکومت نے اعلان کیا کہ اس حوالے سے تمام متعلقہ اداروں کو ہدایات جاری کر دی گ [749,880,866,1031]
notice-court: بعدالت جناب تیمور افضل صاحب سول جج [507,1756,614,1781]
continuation-header [376,1561,497,1581]
continuation-title: بقیہ جات [791,1765,822,1775]
column-1 [870,21,991,2289]
article-text: حکومت نے اعلان کیا کہ اس حوالے سے تمام متعلقہ اداروں کو ہدایات جاری کر دی گئی ہیں اور عوام کی سہولت کیلئے اقدامات کئے جا رہے ہیں۔ اجلاس میں مختلف امور پر تفصیلی غور کیا گیا اور متعدد فیصلوں کی منظوری دی گئی۔ ترجمان نے بتایا کہ اس منصوبے پر عملدرآمد جلد شروع ہوگا اور شہریوں کو بہتر سہولیات فراہم کی جائیں گی۔ حکومت نے اعلان کیا کہ اس حوالے سے تمام متعلقہ اداروں کو ہدایات جاری کر دی گئی ہیں اور عوام کی سہولت کیلئے اقدامات کئے جا رہے ہیں۔ اجلاس میں مختلف امور پر تفصیلی غور کیا گیا اور متعدد فیصلوں کی منظوری دی گئی۔ ترجمان نے بتایا کہ اس منصوبے پر عملدرآمد جلد شروع ہوگا اور شہریوں کو بہتر سہولیات فراہم کی جائیں گی۔ حکومت نے اعلان کیا کہ اس حوالے سے تمام متعلقہ اداروں ک [502,523,618,776]
article-text: حکومت نے اعلان کیا کہ اس حوالے سے تمام متعلقہ اداروں کو ہدایات جاری کر دی گئی ہیں اور عوام کی سہولت کیلئے اقدامات کئے جا رہے ہیں۔ اجلاس میں مختل [749,1988,866,2048]
continuation-header [376,1205,497,1225]
continuation-tag: بقیہ [836,1470,866,1487]
article-text: حکومت نے اعلان کیا کہ اس حوالے سے تمام متعلقہ اداروں کو ہدایات جاری کر دی گئی ہیں اور عوام کی سہولت کیلئے اقدامات کئے جا رہے ہیں۔ اجلاس میں مختلف امور پر تفصیلی غور کیا گیا اور متعدد فیصلوں کی منظوری دی گئی۔ ترجمان نے بتایا کہ اس منصوبے پر عملدرآمد جلد شروع ہوگا اور شہریوں کو بہتر سہولیات فراہم کی جائیں گی۔ حکومت نے اعلان کیا کہ اس حوالے سے تمام متعلقہ اداروں کو ہدایات جاری کر دی گئی ہیں اور عوام کی سہولت کیلئے اقدامات کئے جا رہے ہیں۔ اجلاس میں مختلف امور پر تفصیلی غور کیا گی [873,2113,989,2289]
continuation-tag: بقیہ [94,487,124,505]
continuation-title: بقیہ جات [667,207,698,217]
continuation-tag: بقیہ [588,1103,619,1120]
article-text: حکومت نے اعلان کیا کہ اس حوالے سے تمام متعلقہ اداروں کو ہدایات جاری کر دی گئی ہیں اور عوام کی سہولت کیلئے اقدامات کئے جا رہے ہیں۔ اجلاس میں مختلف امور پر تفصیلی غور کیا گیا اور متعدد فیصلوں کی منظوری دی گئی۔ ترجمان نے بتایا کہ اس منصوبے پر عملدرآمد جلد شروع ہوگا اور شہریوں کو بہتر سہولیات فراہم کی جائیں گی۔ حکومت نے اعلان کیا کہ اس حوالے سے تمام متعلقہ اداروں کو ہدایات جاری کر دی گئی ہیں اور عوام کی سہولت کیلئے اقدامات کئے جا رہے ہیں۔ اجلاس میں مختلف امور پر تفصیلی غور کیا گی [626,865,742,1042]
continuation-title: بقیہ جات [543,1478,574,1487]
continuation-title: بقیہ جات [667,845,698,855]
continuation-number: 5 [872,2091,900,2109]
continuation-title: بقیہ جات [667,1614,698,1624]
continuation-title: بقیہ جات [667,1819,698,1829]
continuation-number: 43 [378,1562,406,1579]
continuation-title: بقیہ جات [791,1332,822,1342]
article-text: حکومت نے اعلان کیا کہ اس حوالے سے تمام متعلقہ اداروں کو ہدایات جاری کر دی گئی ہیں اور عوام کی سہولت کیلئے اقدامات کئے جا رہے ہیں۔ اجلاس میں مختلف امور پر تفصیلی غور کیا گیا اور متعدد فیصلوں کی منظوری دی گئی۔ ترجمان نے بتایا کہ اس منصوبے پر [626,573,742,658]
article-text: زیر صدارت محکمہ داخلہ میں اہم اجلاس منعقد ہوا جس میں فرائض کی ادائیگی کے دوران شہید ہونے والے پولیس ملازمین کیلئے شہدا پیکج کی منظوری دی گئی۔ اجلاس میں سیکرٹری داخلہ پنجاب ڈاکٹر احمد جاوید قاضی، ایڈیشنل آئی جی عمران احمد، ڈی آئی جی ویلفیئر غازی صلاح الدین، ایڈیشنل سیکرٹری پولیس کنور انوار علی خاں، محکمہ خزانہ اور محکمہ قانون کے افسران نے شرکت کی۔ اجلاس میں پولیس شہدا پیکج کی مختلف کیٹیگریز کا جائزہ لیا گیا۔ [873,23,989,186]
notice-court: بعدالت جناب رائے محمد شہریز خان [387,2355,486,2381]
article-text: حکومت نے اعلان کیا کہ اس حوالے سے تمام متعلقہ اداروں کو ہدایات جاری کر دی گئی ہیں اور عوام کی سہولت کیلئے اقدامات کئے جا رہے ہیں۔ اجلاس میں مختلف امور پر تفصیلی غور کیا گیا اور متعدد فیصلوں کی منظوری دی گئی۔ ترجمان نے بتایا کہ اس منصوبے پر عملدرآمد جلد شروع ہوگا اور شہریوں کو بہتر سہولیات فراہم کی جائیں گی۔ حکومت نے اعلان کیا کہ اس حوالے سے تمام متعلقہ اداروں کو ہدایات جاری کر دی گئی ہیں اور عوام کی سہولت کیلئے اقدامات کئے جا رہے ہیں۔ اجلاس میں مختلف امور پر تفصیلی غور کیا گیا اور متعدد فیصلوں کی منظوری دی گئی۔ ترجمان نے بتایا کہ اس منصوبے پر عملدرآمد جلد شروع ہوگا اور شہریوں کو بہتر سہولیات فراہم کی جائیں گی۔ حکومت نے اعلان کیا کہ اس حوالے سے تمام متعلقہ اداروں کو ہدایات جاری کر دی گئی ہیں اور عوام کی سہولت کیلئے اقدامات کئے جا رہے ہیں۔ اجلاس میں مختلف امور پر تفصیلی غور کیا گیا اور متعدد فیصلوں کی منظوری دی گئی۔ ترجمان نے بتایا کہ اس منصوبے پر عملدرآمد جلد شروع ہوگا اور شہریوں کو بہتر سہولیات فراہم کی جائیں گی۔ حکومت نے اعلان کیا کہ اس حوالے سے [131,217,247,574]
continuation-title: بقیہ جات [914,2093,945,2103]
continuation-header [747,396,868,416]
continuation-header [624,1046,744,1066]
continuation-tag: بقیہ [712,1612,743,1629]
article-text: حکومت نے اعلان کیا کہ اس حوالے سے تمام متعلقہ اداروں کو ہدایات جاری کر دی گئی ہیں اور عوام کی سہولت کیلئے اقدامات کئے جا رہے ہیں۔ اجلاس میں مختلف امور پر تفصیلی غور کیا گیا اور متعدد فیصلوں کی منظوری دی گئی۔ ترجمان نے بتایا کہ اس منصوبے پر عملدرآمد جلد شروع ہوگا اور شہریوں کو بہتر سہولیات فراہم کی جائیں گی۔ حکومت نے اعلان کیا کہ اس حوالے سے تمام متعلقہ اداروں کو ہدایات جاری کر دی گئی ہیں اور عوام کی سہولت کیلئے اقدامات کئے جا رہے ہیں۔ اجلاس میں مختلف امور پر تفصیلی غور کیا گیا اور متعدد فیصلوں کی منظوری دی گئی۔ ترجمان نے بتایا کہ اس منصوبے پر عملدرآمد جلد شروع ہوگا اور شہریوں کو بہتر سہولیات فراہم کی جائیں گی۔ حکومت نے اعلان کیا کہ اس حوالے سے تمام متعلقہ اداروں ک [378,946,495,1200]
continuation-header [747,191,868,211]
continuation-number: 55 [7,769,35,787]
continuation-number: 15 [749,576,777,593]
continuation-number: 12 [749,1763,777,1780]
continuation-header [253,1100,373,1120]
continuation-number: 29 [625,1816,653,1833]
continuation-title: بقیہ جات [420,1323,451,1333]
court-notice [7,950,124,1432]
continuation-tag: بقیہ [465,115,495,132]
article-text: بھر میں 100 سے زائد ممالک میں منایا جاتا ہے بعض ممالک میں اس دن کی اہمیت کے پیش نظر تعطیل بھی کی جاتی ہے دنیا بھر میں اساتذہ تنظیمیں یہ دن اہتمام سے مناتی ہیں، فیصل آباد میں بھی یوم اساتذہ کے حوالے [255,137,371,210]
continuation-number: 3 [872,1488,900,1505]
notice-sub: دعوی تنسیخ نکاح — عنوان مقدمہ — عشاء امجد بنام محمد عاقب — بنام اشتہار [390,2398,491,2430]
article-text: حق کی جنگ لڑ رہی ہے سب نے ایک ہو کر خان کی تحریک کو مزید مضبوط بنانا ہے۔ انصاف لائرز فورم کے [7,189,124,223]
continuation-number: 1 [872,192,900,209]
continuation-number: 13 [749,192,777,209]
continuation-title: بقیہ جات [914,1247,945,1257]
continuation-tag: بقیہ [465,1741,495,1758]
court-notice [501,1540,619,1744]
notice-body: محمد عاقب ولد محمد آصف ساکن پل شاہ دولہ تحصیل کاموکی ضلع گجرانوالہ ہرگاہ دعویٰ عنوان بالا میں آپ کو بذریعہ اخبار اشتہار مطلع کیا جاتا ہے کہ نسبت عذر ہو تو بتقرر تاریخ 14/10/25 اصالتاً یا وکالتاً عدالت ہذا میں پیش ہو کر درخواست کی پیروی کرے بصورت دیگر یکطرفہ کارروائی عمل میں لائی جائے گی اور کوئی عذر قابل قبول نہ ہوگا۔ بحکم عدالت ہذا [382,2434,491,2569]
continuation-number: 52 [254,1650,282,1668]
continuation-title: بقیہ جات [420,1208,451,1218]
continuation-number: 28 [625,1612,653,1629]
continuation-number: 31 [378,115,406,132]
article-text: حکومت نے اعلان کیا کہ اس حوالے سے تمام متعلقہ اداروں کو ہدایات جاری کر دی گئی ہیں اور عوام کی سہولت کیلئے اقدامات کئے جا رہے ہیں۔ اجلاس میں مختل [749,1899,866,1960]
continuation-tag: بقیہ [959,192,990,209]
article-text: حکومت نے اعلان کیا کہ اس حوالے سے تمام متعلقہ اداروں کو ہدایات جاری کر دی گئی ہیں اور عوام کی سہولت کیلئے اقدامات کئے جا رہے ہیں۔ اجلاس میں مختلف امور پر تفصیلی غور کیا گیا اور متعدد فیصلوں کی منظوری دی گئی۔ ترجمان نے بتایا کہ اس منصوبے پر [749,1785,866,1871]
continuation-number: 53 [7,166,35,184]
continuation-tag: بقیہ [836,1330,866,1347]
article-text: حکومت نے اعلان کیا کہ اس حوالے سے تمام متعلقہ اداروں کو ہدایات جاری کر دی گئی ہیں اور عوام کی سہولت کیلئے اقدامات کئے جا رہے ہیں۔ اجلاس میں مختلف امور پر تفصیلی غور کیا گیا اور متعدد فیصلوں کی منظوری دی گئی۔ ترجمان نے بتایا کہ اس منصوبے پر [255,1123,371,1210]
article-text: کرتے ہیں۔ انہوں نے کہا کہ سیاست میں گرما گرمی چلتی رہتی ہے، اپوزیشن خوش نہ ہو، یہ گھر کا معاملہ ہے، جو گھر میں ہی حل کر لیا جائے گا۔ اپوزیشن کے ایوان میں احتجاج اور شور شرابے کے دوران اسپیکر نے اجلاس 3 اکتوبر کو صبح 11 بجے تک ملتوی کر دیا [502,1383,618,1470]
column-5 [376,21,497,2569]
